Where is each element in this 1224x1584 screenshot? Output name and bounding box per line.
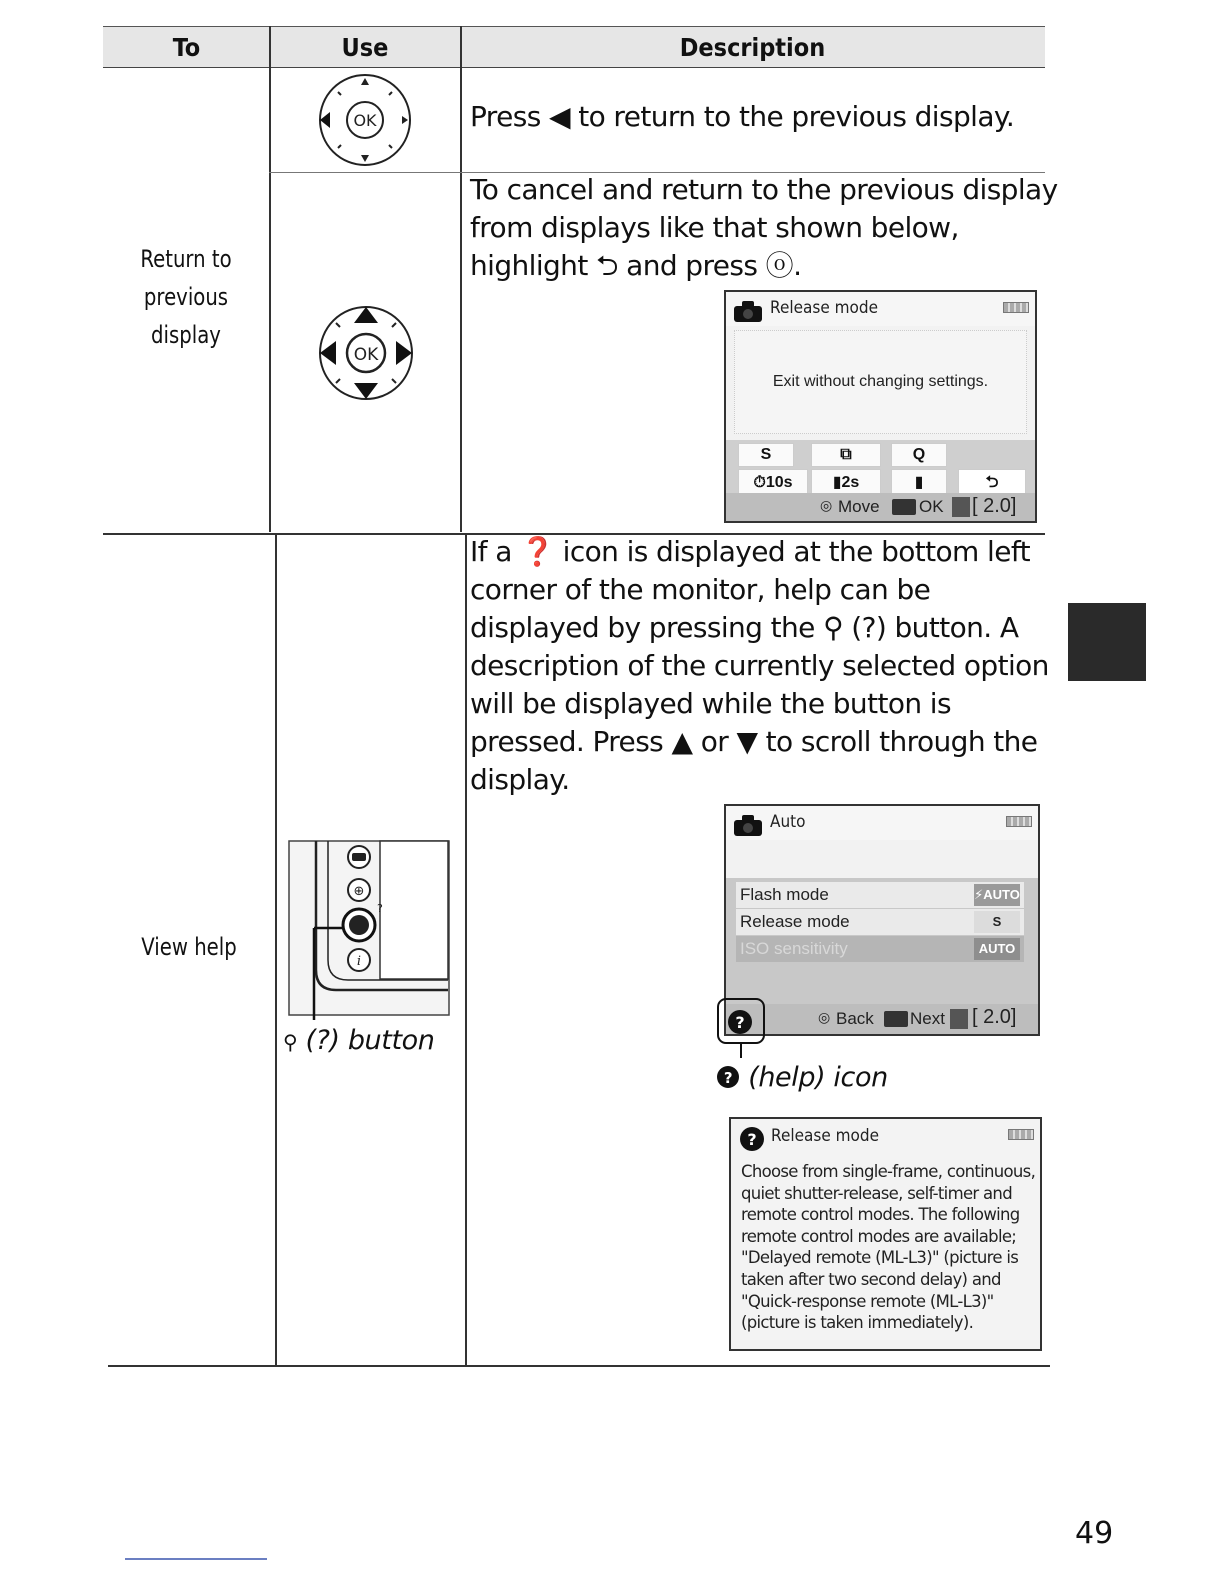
description-line: description of the currently selected option (470, 649, 1049, 682)
header-use: Use (341, 33, 389, 62)
column-divider (460, 26, 462, 532)
status-bar (726, 493, 1035, 521)
column-divider (275, 534, 277, 1366)
page-number: 49 (1075, 1516, 1114, 1551)
description-press-left (470, 98, 1040, 136)
help-text-line: remote control modes. The following (741, 1205, 1020, 1225)
help-text-line: taken after two second delay) and (741, 1269, 1001, 1289)
header-description: Description (679, 33, 826, 62)
help-text-line: quiet shutter-release, self-timer and (741, 1183, 1012, 1203)
description-view-help (470, 533, 1049, 799)
description-line: pressed. Press ▲ or ▼ to scroll through the (470, 725, 1038, 758)
multi-selector-glyph-icon: ◎ (820, 497, 833, 513)
screen-title: Release mode (771, 1126, 880, 1146)
multi-selector-glyph-icon: ◎ (818, 1009, 831, 1025)
table-header (103, 26, 1045, 68)
card-glyph-icon (952, 497, 970, 517)
message-box (734, 330, 1027, 434)
mode-single-frame: S (738, 443, 794, 467)
help-text-line: "Delayed remote (ML-L3)" (picture is (741, 1248, 1019, 1268)
help-icon (727, 1009, 753, 1035)
mode-quiet: Q (891, 443, 947, 467)
row-label-line: display (151, 321, 221, 349)
message-text: Exit without changing settings. (772, 373, 989, 390)
footer-rule (125, 1558, 267, 1560)
menu-label: Flash mode (740, 885, 829, 904)
screen-title: Release mode (770, 298, 879, 318)
release-mode-screen (724, 290, 1037, 523)
menu-row-flash[interactable] (736, 882, 1024, 908)
help-icon (716, 1065, 740, 1089)
description-line: Press ◀ to return to the previous display. (470, 100, 1015, 133)
svg-text:?: ? (377, 902, 383, 915)
status-back: Back (836, 1009, 874, 1028)
svg-text:OK: OK (353, 345, 379, 365)
row-label-return (118, 240, 254, 354)
help-text-line: remote control modes are available; (741, 1226, 1017, 1246)
help-text-line: Choose from single-frame, continuous, (741, 1162, 1036, 1181)
camera-icon (732, 812, 766, 838)
row-label-line: Return to (140, 245, 232, 273)
mode-continuous: ⧉ (811, 443, 881, 467)
row-label-line: previous (143, 283, 229, 311)
help-button-caption-text: (?) button (305, 1025, 435, 1056)
svg-text:?: ? (747, 1130, 757, 1149)
svg-text:OK: OK (353, 111, 377, 130)
header-to: To (172, 33, 201, 62)
help-icon (739, 1126, 765, 1152)
mode-self-timer: ⏱10s (738, 469, 808, 495)
svg-text:i: i (356, 954, 362, 969)
status-bar (726, 1004, 1038, 1034)
help-text-line: "Quick-response remote (ML-L3)" (741, 1291, 994, 1311)
ok-glyph-icon (892, 499, 916, 515)
status-remaining: [ 2.0] (972, 1006, 1017, 1028)
status-ok: OK (919, 497, 944, 516)
battery-icon (1006, 816, 1032, 827)
help-icon-caption-text: (help) icon (748, 1062, 888, 1093)
description-line: from displays like that shown below, (470, 211, 959, 244)
menu-value: ⚡AUTO (974, 884, 1020, 906)
battery-icon (1008, 1129, 1034, 1140)
description-line: will be displayed while the button is (470, 687, 951, 720)
description-cancel (470, 171, 1058, 285)
multi-selector-left-icon (316, 72, 414, 168)
camera-icon (732, 298, 766, 324)
menu-row-iso[interactable] (736, 936, 1024, 962)
ok-glyph-icon (884, 1011, 908, 1027)
help-button-diagram-icon (288, 840, 450, 1020)
row-label-line: View help (141, 933, 237, 961)
exit-option[interactable]: ⮌ (958, 469, 1026, 495)
help-callout-line (740, 1044, 742, 1058)
description-line: displayed by pressing the ⚲ (?) button. A (470, 611, 1019, 644)
multi-selector-full-icon (316, 303, 416, 403)
section-thumb-tab (1068, 603, 1146, 681)
menu-label: ISO sensitivity (740, 939, 848, 958)
column-divider (269, 26, 271, 532)
help-text (741, 1161, 1036, 1334)
status-move: Move (838, 497, 880, 516)
table-bottom-rule (108, 1365, 1050, 1367)
menu-value: AUTO (974, 938, 1020, 960)
battery-icon (1003, 302, 1029, 313)
description-line: If a ❓ icon is displayed at the bottom left (470, 535, 1030, 568)
svg-text:?: ? (723, 1069, 733, 1087)
zoom-out-help-icon: ⚲ (283, 1030, 298, 1054)
mode-quick-remote: ▮ (891, 469, 947, 495)
help-button-caption (283, 1025, 434, 1056)
menu-row-release[interactable] (736, 909, 1024, 935)
svg-text:⊕: ⊕ (353, 884, 365, 899)
description-line: To cancel and return to the previous display (470, 173, 1058, 206)
column-divider (465, 534, 467, 1366)
status-next: Next (910, 1009, 945, 1028)
svg-text:?: ? (735, 1013, 745, 1032)
menu-label: Release mode (740, 912, 850, 931)
help-icon-caption (716, 1062, 888, 1093)
auto-menu-screen (724, 804, 1040, 1036)
help-text-screen (729, 1117, 1042, 1351)
card-glyph-icon (950, 1009, 968, 1029)
description-line: highlight ⮌ and press ⓞ. (470, 249, 802, 282)
row-label-view-help (118, 928, 259, 966)
help-text-line: (picture is taken immediately). (741, 1313, 974, 1333)
status-remaining: [ 2.0] (972, 495, 1017, 517)
description-line: corner of the monitor, help can be (470, 573, 931, 606)
description-line: display. (470, 763, 570, 796)
screen-title: Auto (770, 812, 806, 832)
mode-delayed-remote: ▮2s (811, 469, 881, 495)
menu-value: S (974, 911, 1020, 933)
